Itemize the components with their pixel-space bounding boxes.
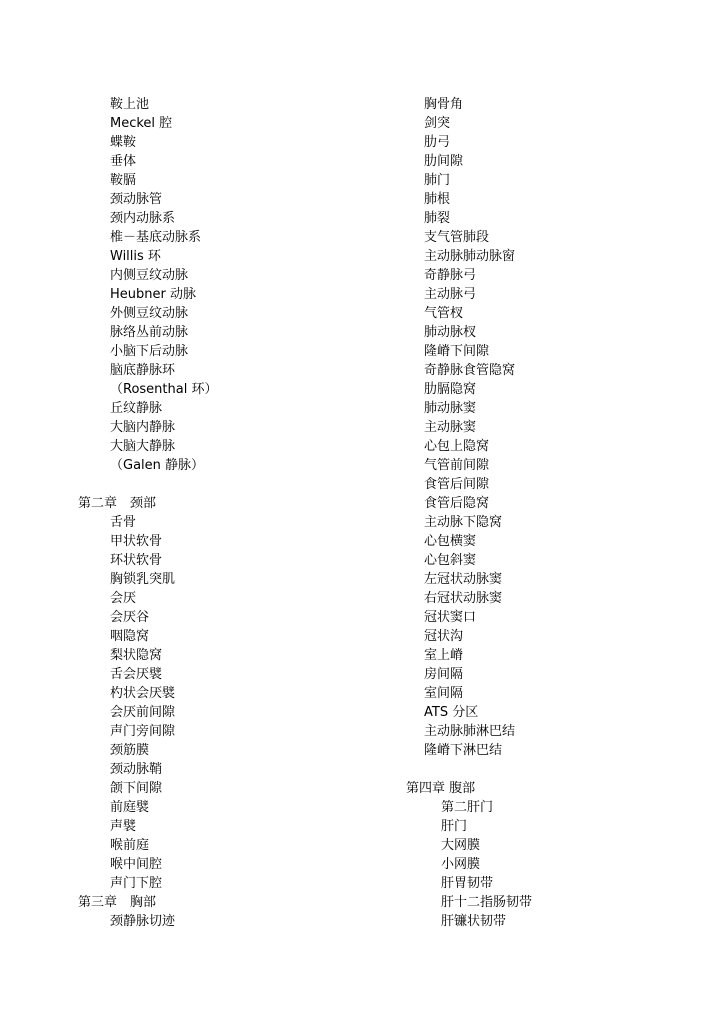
term-item: 外侧豆纹动脉: [110, 306, 189, 321]
term-item: 喉前庭: [110, 838, 150, 853]
term-item: 内侧豆纹动脉: [110, 268, 189, 283]
term-item: 蝶鞍: [110, 135, 137, 150]
term-item: 胸锁乳突肌: [110, 572, 176, 587]
term-item: 食管后隐窝: [424, 496, 490, 511]
term-item: 颈动脉管: [110, 192, 163, 207]
term-item: 胸骨角: [424, 97, 464, 112]
term-item: 甲状软骨: [110, 534, 163, 549]
term-item: 剑突: [424, 116, 451, 131]
term-item: 肋间隙: [424, 154, 464, 169]
term-item: 会厌前间隙: [110, 705, 176, 720]
blank-line: [406, 760, 706, 779]
term-item: 脑底静脉环: [110, 363, 176, 378]
term-item: 心包斜窦: [424, 553, 477, 568]
term-item: 脉络丛前动脉: [110, 325, 189, 340]
term-item: 肺动脉窦: [424, 401, 477, 416]
term-item: 舌骨: [110, 515, 137, 530]
term-item: 隆嵴下间隙: [424, 344, 490, 359]
term-item: ATS 分区: [424, 705, 479, 720]
blank-line: [78, 475, 378, 494]
term-item: 第二肝门: [441, 800, 494, 815]
term-item: 声门旁间隙: [110, 724, 176, 739]
chapter-heading: 第三章 胸部: [78, 895, 157, 910]
term-item: Willis 环: [110, 249, 161, 264]
term-item: 鞍上池: [110, 97, 150, 112]
term-item: 小脑下后动脉: [110, 344, 189, 359]
term-item: 肝镰状韧带: [441, 914, 507, 929]
term-item: 主动脉弓: [424, 287, 477, 302]
term-item: 右冠状动脉窦: [424, 591, 503, 606]
term-item: 气管前间隙: [424, 458, 490, 473]
term-item: 前庭襞: [110, 800, 150, 815]
term-item: 隆嵴下淋巴结: [424, 743, 503, 758]
right-column: [406, 95, 706, 931]
term-item: 食管后间隙: [424, 477, 490, 492]
term-item: 梨状隐窝: [110, 648, 163, 663]
term-item: （Galen 静脉）: [110, 458, 205, 473]
term-item: 颈内动脉系: [110, 211, 176, 226]
term-item: 主动脉窦: [424, 420, 477, 435]
term-item: 肝胃韧带: [441, 876, 494, 891]
term-item: 咽隐窝: [110, 629, 150, 644]
term-item: 大脑内静脉: [110, 420, 176, 435]
term-item: 鞍膈: [110, 173, 137, 188]
term-item: 声襞: [110, 819, 137, 834]
term-item: （Rosenthal 环）: [110, 382, 218, 397]
term-item: 肋弓: [424, 135, 451, 150]
left-column: [78, 95, 378, 931]
term-item: 会厌谷: [110, 610, 150, 625]
term-item: 椎－基底动脉系: [110, 230, 202, 245]
term-item: 肋膈隐窝: [424, 382, 477, 397]
term-item: 颈静脉切迹: [110, 914, 176, 929]
term-item: 心包横窦: [424, 534, 477, 549]
term-item: 垂体: [110, 154, 137, 169]
term-item: 肺裂: [424, 211, 451, 226]
term-item: 奇静脉弓: [424, 268, 477, 283]
term-item: 左冠状动脉窦: [424, 572, 503, 587]
term-item: 主动脉肺动脉窗: [424, 249, 516, 264]
term-item: 肺动脉杈: [424, 325, 477, 340]
term-item: 颈筋膜: [110, 743, 150, 758]
term-item: Meckel 腔: [110, 116, 173, 131]
term-item: 主动脉下隐窝: [424, 515, 503, 530]
term-item: 房间隔: [424, 667, 464, 682]
chapter-heading: 第四章 腹部: [406, 781, 476, 796]
term-item: 环状软骨: [110, 553, 163, 568]
term-item: 室上嵴: [424, 648, 464, 663]
term-item: 心包上隐窝: [424, 439, 490, 454]
term-item: 大脑大静脉: [110, 439, 176, 454]
term-item: Heubner 动脉: [110, 287, 196, 302]
term-item: 会厌: [110, 591, 137, 606]
term-item: 小网膜: [441, 857, 481, 872]
term-item: 颌下间隙: [110, 781, 163, 796]
term-item: 奇静脉食管隐窝: [424, 363, 516, 378]
term-item: 肝十二指肠韧带: [441, 895, 533, 910]
term-item: 喉中间腔: [110, 857, 163, 872]
term-item: 颈动脉鞘: [110, 762, 163, 777]
term-item: 冠状沟: [424, 629, 464, 644]
term-item: 杓状会厌襞: [110, 686, 176, 701]
chapter-heading: 第二章 颈部: [78, 496, 157, 511]
term-item: 丘纹静脉: [110, 401, 163, 416]
term-item: 肝门: [441, 819, 468, 834]
term-item: 冠状窦口: [424, 610, 477, 625]
term-item: 肺门: [424, 173, 451, 188]
term-item: 气管杈: [424, 306, 464, 321]
term-item: 主动脉肺淋巴结: [424, 724, 516, 739]
term-item: 声门下腔: [110, 876, 163, 891]
term-item: 支气管肺段: [424, 230, 490, 245]
term-item: 室间隔: [424, 686, 464, 701]
term-item: 大网膜: [441, 838, 481, 853]
term-item: 肺根: [424, 192, 451, 207]
term-item: 舌会厌襞: [110, 667, 163, 682]
